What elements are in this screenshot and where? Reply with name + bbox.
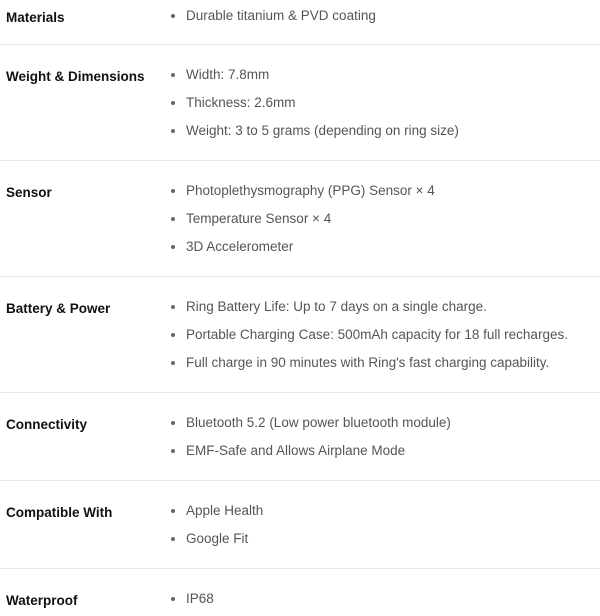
spec-value: EMF-Safe and Allows Airplane Mode — [166, 442, 600, 459]
spec-value: Ring Battery Life: Up to 7 days on a single charge. — [166, 298, 600, 315]
spec-value: Weight: 3 to 5 grams (depending on ring size) — [166, 122, 600, 139]
spec-values — [166, 7, 600, 44]
spec-value: 3D Accelerometer — [166, 238, 600, 255]
spec-value: Portable Charging Case: 500mAh capacity for 18 full recharges. — [166, 326, 600, 343]
spec-value: Temperature Sensor × 4 — [166, 210, 600, 227]
spec-values — [166, 590, 600, 616]
spec-label: Waterproof — [6, 593, 78, 608]
spec-value: Google Fit — [166, 530, 600, 547]
spec-value: Thickness: 2.6mm — [166, 94, 600, 111]
spec-value: Bluetooth 5.2 (Low power bluetooth module) — [166, 414, 600, 431]
spec-row-weight-dimensions — [0, 45, 600, 161]
spec-value: Apple Health — [166, 502, 600, 519]
spec-values — [166, 298, 600, 392]
spec-label: Weight & Dimensions — [6, 69, 145, 84]
spec-row-battery-power — [0, 277, 600, 393]
spec-values — [166, 182, 600, 276]
spec-label: Battery & Power — [6, 301, 111, 316]
spec-values — [166, 66, 600, 160]
spec-value: Durable titanium & PVD coating — [166, 7, 600, 24]
spec-row-connectivity — [0, 393, 600, 481]
spec-label: Connectivity — [6, 417, 88, 432]
spec-values — [166, 414, 600, 480]
spec-value: IP68 — [166, 590, 600, 607]
spec-row-waterproof — [0, 569, 600, 616]
spec-value: Full charge in 90 minutes with Ring's fast charging capability. — [166, 354, 600, 371]
spec-row-materials — [0, 0, 600, 45]
spec-row-compatible-with — [0, 481, 600, 569]
spec-value: Width: 7.8mm — [166, 66, 600, 83]
spec-label: Materials — [6, 10, 65, 25]
spec-label: Compatible With — [6, 505, 113, 520]
spec-values — [166, 502, 600, 568]
spec-label: Sensor — [6, 185, 52, 200]
spec-value: Photoplethysmography (PPG) Sensor × 4 — [166, 182, 600, 199]
spec-row-sensor — [0, 161, 600, 277]
